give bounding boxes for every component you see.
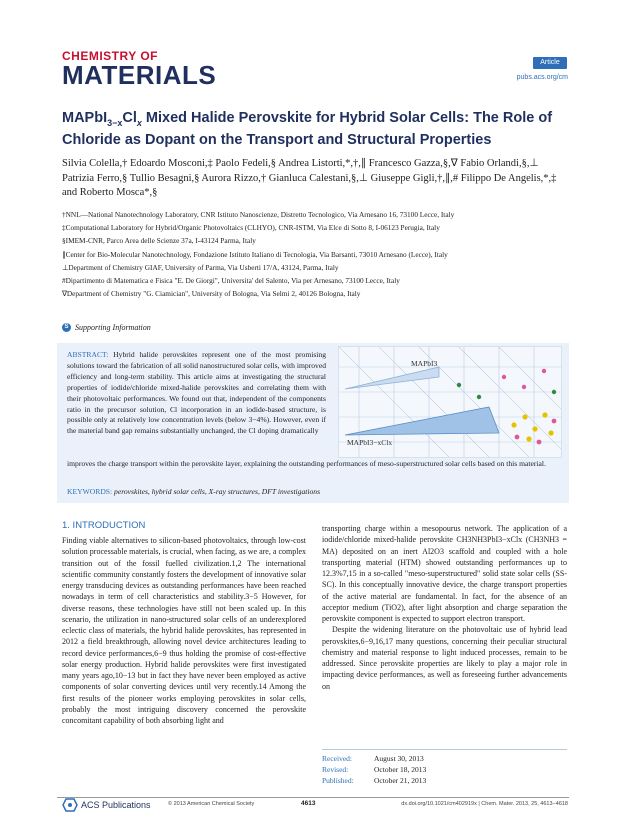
toc-label-mapbi3clx: MAPbI3−xClx (347, 438, 393, 447)
acs-hexagon-icon (62, 798, 78, 812)
keywords-list: perovskites, hybrid solar cells, X-ray structures, DFT investigations (112, 487, 321, 496)
abstract-text (67, 350, 326, 437)
column-left (62, 520, 306, 726)
keywords-label: KEYWORDS: (67, 487, 113, 496)
doi-citation[interactable]: dx.doi.org/10.1021/cm402919x | Chem. Mater. 2013, 25, 4613−4618 (401, 801, 568, 807)
supporting-info-link[interactable] (62, 323, 151, 332)
journal-logo (62, 50, 216, 88)
author-list: Silvia Colella,† Edoardo Mosconi,‡ Paolo Fedeli,§ Andrea Listorti,*,†,∥ Francesco Gazza,§,∇ Fabio Orlandi,§,⊥ Patrizia Ferro,§ Tullio Besagni,§ Aurora Rizzo,† Gianluca Calestani,§,⊥ Giuseppe Gigli,†,∥,# Filippo De Angelis,*,‡ and Roberto Mosca*,§ (62, 158, 557, 198)
paragraph: Despite the widening literature on the photovoltaic use of hybrid lead perovskites,6−9,16,17 many questions, concerning their peculiar structural chemistry and material response to light induced processes, remain to be addressed. Since perovskite properties are likely to play a major role in impacting device performances, as well as foreseeing further advancements on (322, 625, 567, 691)
revised-label: Revised: (322, 765, 349, 774)
journal-logo-top: CHEMISTRY OF (62, 49, 159, 63)
column-right (322, 523, 567, 692)
toc-graphic-svg (339, 347, 562, 458)
copyright: © 2013 American Chemical Society (168, 801, 255, 807)
abstract-body: Hybrid halide perovskites represent one of the most promising solutions toward the fabrication of all solid nanostructured solar cells, with improved efficiency and long-term stability. This article aims at investigating the structural properties of iodide/chloride mixed-halide perovskites and correlating them with their photovoltaic performances. We found out that, independent of the components ratio in the precursor solution, Cl incorporation in an iodide-based structure, is possible only at relatively low concentration levels (below 3−4%). However, even if the material band gap remains substantially unchanged, the Cl doping dramatically (67, 350, 326, 436)
revised-date: October 18, 2013 (374, 765, 427, 774)
publication-dates (322, 753, 426, 786)
article-type-badge: Article (533, 57, 567, 69)
affiliation: #Dipartimento di Matematica e Fisica "E. De Giorgi", Universita' del Salento, Via per Arnesano, 73100 Lecce, Italy (62, 276, 400, 286)
affiliation: †NNL—National Nanotechnology Laboratory, CNR Istituto Nanoscienze, Distretto Tecnologico, Via Arnesano 16, 73100 Lecce, Italy (62, 210, 455, 219)
info-icon: S (62, 323, 71, 332)
transport-wedge-bottom (345, 407, 499, 435)
toc-label-mapbi3: MAPbI3 (411, 359, 438, 368)
published-label: Published: (322, 776, 354, 785)
toc-graphic (338, 346, 562, 458)
acs-publications-logo (62, 798, 151, 812)
keywords (67, 487, 562, 498)
paragraph: Finding viable alternatives to silicon-based photovoltaics, through low-cost solution processable materials, is crucial, when facing, as we are, a complex transition out of the fossil fuelled civilization.1,2 The international scientific community constantly fosters the development of innovative solar energy transducing devices as outstanding performances have been reached nowadays in term of cell characteristics and stability.3−5 However, for diverse reasons, these technologies have still not been scaled up. In this scenario, the utilization in nano-structured solar cells of an underexplored eclectic class of materials, the hybrid halide perovskites, has represented in 2012 a field breakthrough, allowing novel device architectures leading to record device performances,6−9 thus holding the promise of cost-effective solar energy production. Hybrid halide perovskites were first investigated many years ago,10−13 but in fact they have never been employed as active components of solar converting devices until very recently.14 Among the first results of the pioneer works employing perovskites in solar cells, probably the most intriguing discovery concerned the perovskite concomitant capability of both absorbing light and (62, 536, 306, 725)
publisher-name: ACS Publications (81, 800, 151, 810)
affiliation: ⊥Department of Chemistry GIAF, University of Parma, Via Usberti 17/A, 43124, Parma, Italy (62, 262, 339, 272)
received-date: August 30, 2013 (374, 754, 424, 763)
received-label: Received: (322, 754, 352, 763)
journal-url-link[interactable]: pubs.acs.org/cm (516, 74, 568, 81)
abstract-text-tail: improves the charge transport within the perovskite layer, explaining the outstanding performances of meso-superstructured solar cells based on this material. (67, 459, 546, 468)
page-number: 4613 (301, 800, 316, 807)
section-heading-introduction: 1. INTRODUCTION (62, 520, 146, 531)
affiliation: §IMEM-CNR, Parco Area delle Scienze 37a, I-43124 Parma, Italy (62, 236, 256, 246)
affiliation: ∥Center for Bio-Molecular Nanotechnology, Fondazione Istituto Italiano di Tecnologia, Via Barsanti, 73010 Arnesano (Lecce), Italy (62, 249, 448, 259)
journal-logo-bottom: MATERIALS (62, 60, 217, 90)
affiliation: ‡Computational Laboratory for Hybrid/Organic Photovoltaics (CLHYO), CNR-ISTM, Via Elce di Sotto 8, I-06123 Perugia, Italy (62, 223, 440, 233)
affiliation: ∇Department of Chemistry "G. Ciamician", University of Bologna, Via Selmi 2, 40126 Bologna, Italy (62, 289, 361, 299)
abstract-label: ABSTRACT: (67, 350, 109, 359)
affiliations (62, 209, 567, 301)
published-date: October 21, 2013 (374, 776, 427, 785)
supporting-info-label: Supporting Information (75, 323, 151, 332)
paragraph: transporting charge within a mesopourus network. The application of a iodide/chloride mixed-halide perovskite CH3NH3PbI3−xClx (CH3NH3 = MA) deposited on an inert Al2O3 scaffold and coupled with a hole transporting material (HTM) showed outstanding performances up to 12.3%7,15 in a so-called "meso-superstructured" solid state solar cells (SS-SC). In this conceptually innovative device, the charge transport properties of the active material are fundamental. In fact, for the absence of an acceptor medium (TiO2), after light absorption and charge separation the perovskite component is expected to support electron transport. (322, 524, 567, 623)
article-title: $MAPbI_{3-x}Cl_x$ Mixed Halide Perovskite for Hybrid Solar Cells: The Role of Chloride as Dopant on the Transport and Structural Properties (62, 110, 553, 148)
dates-divider (322, 749, 567, 750)
